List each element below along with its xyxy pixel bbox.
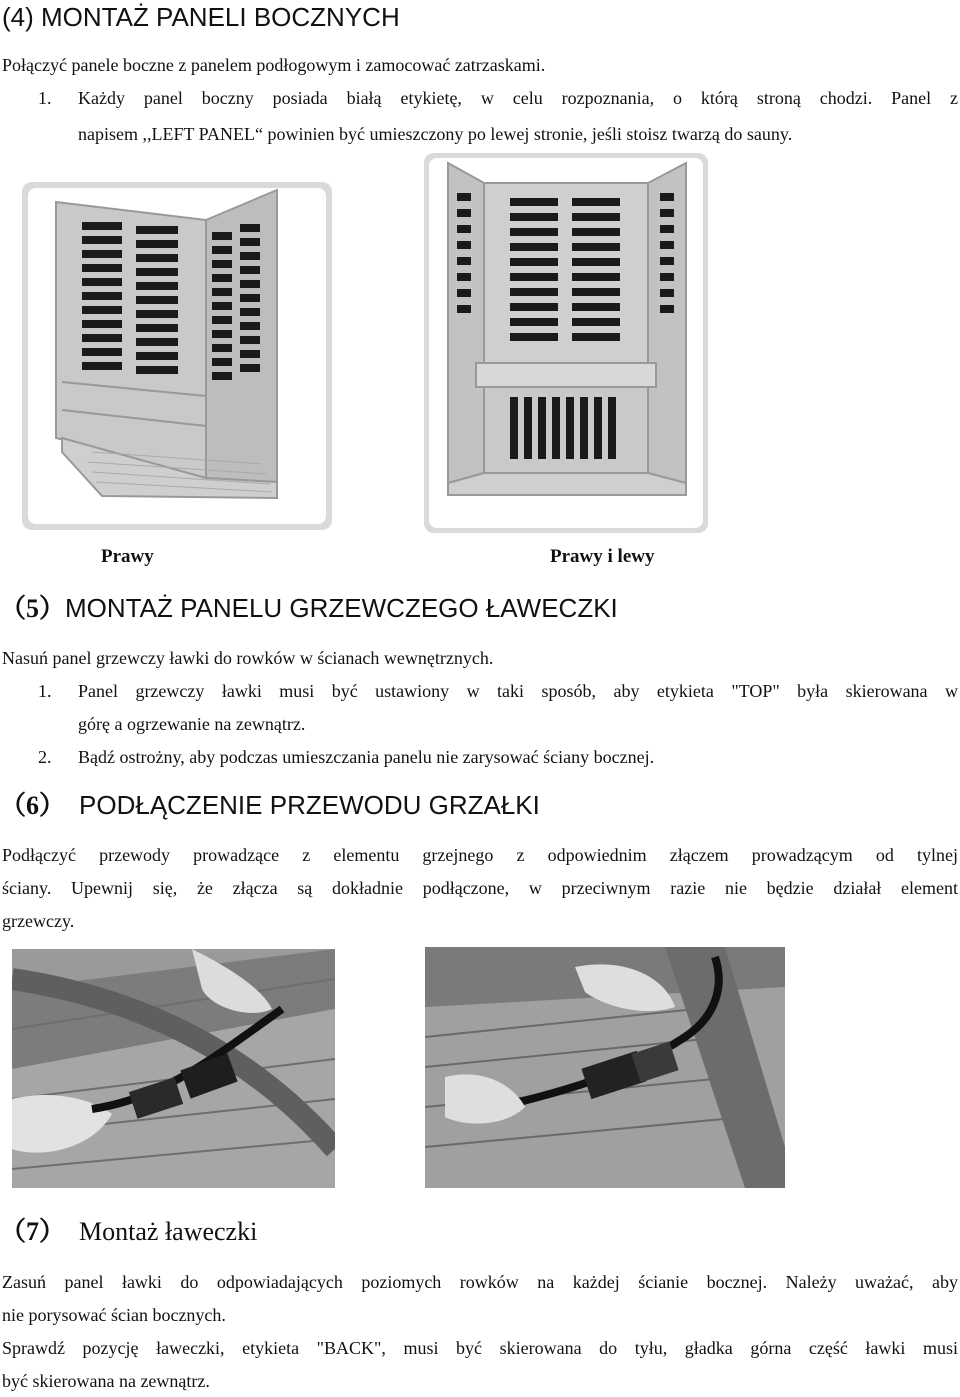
section-7-title: Montaż ławeczki <box>79 1217 258 1246</box>
section-7-heading <box>0 1214 257 1254</box>
section-6-heading <box>0 787 540 828</box>
section-6-number: （6） <box>0 791 66 820</box>
sauna-right-panel-photo <box>22 182 332 530</box>
section-5-item-1-number: 1. <box>38 681 52 701</box>
section-7-number: （7） <box>0 1217 66 1246</box>
section-7-line-1: Zasuń panel ławki do odpowiadających poziomych rowków na każdej ścianie bocznej. Należy uważać, aby <box>2 1272 958 1292</box>
sauna-full-illustration <box>424 153 708 533</box>
caption-right-and-left: Prawy i lewy <box>550 546 655 567</box>
section-6-line-2: ściany. Upewnij się, że złącza są dokładnie podłączone, w przeciwnym razie nie będzie działał element <box>2 878 958 898</box>
connector-illustration-right <box>425 947 785 1188</box>
sauna-corner-illustration <box>22 182 332 530</box>
section-4-item-1-line-1: Każdy panel boczny posiada białą etykietę, w celu rozpoznania, o którą stroną chodzi. Panel z <box>78 88 958 108</box>
section-6-line-3: grzewczy. <box>2 911 75 931</box>
section-5-heading <box>0 590 618 631</box>
section-4-intro: Połączyć panele boczne z panelem podłogowym i zamocować zatrzaskami. <box>2 55 546 75</box>
section-5-number: （5） <box>0 594 66 623</box>
section-7-line-3: Sprawdź pozycję ławeczki, etykieta "BACK", musi być skierowana do tyłu, gładka górna część ławki musi <box>2 1338 958 1358</box>
section-5-intro: Nasuń panel grzewczy ławki do rowków w ścianach wewnętrznych. <box>2 648 494 668</box>
section-4-item-1-line-2: napisem ,,LEFT PANEL“ powinien być umieszczony po lewej stronie, jeśli stoisz twarzą do sauny. <box>78 124 793 144</box>
section-4-item-1-number: 1. <box>38 88 52 108</box>
section-7-line-4: być skierowana na zewnątrz. <box>2 1371 210 1391</box>
section-6-line-1: Podłączyć przewody prowadzące z elementu grzejnego z odpowiednim złączem prowadzącym od tylnej <box>2 845 958 865</box>
section-5-item-1-line-1: Panel grzewczy ławki musi być ustawiony w taki sposób, aby etykieta "TOP" była skierowana w <box>78 681 958 701</box>
section-5-item-2-text: Bądź ostrożny, aby podczas umieszczania panelu nie zarysować ściany bocznej. <box>78 747 655 767</box>
section-5-title: MONTAŻ PANELU GRZEWCZEGO ŁAWECZKI <box>65 593 618 623</box>
connector-photo-right <box>425 947 785 1188</box>
connector-photo-left <box>12 949 335 1188</box>
section-4-heading: (4) MONTAŻ PANELI BOCZNYCH <box>2 2 400 32</box>
section-7-line-2: nie porysować ścian bocznych. <box>2 1305 226 1325</box>
sauna-right-left-panel-photo <box>424 153 708 533</box>
caption-right: Prawy <box>101 546 154 567</box>
section-5-item-1-line-2: górę a ogrzewanie na zewnątrz. <box>78 714 306 734</box>
connector-illustration-left <box>12 949 335 1188</box>
section-6-title: PODŁĄCZENIE PRZEWODU GRZAŁKI <box>79 790 540 820</box>
section-5-item-2-number: 2. <box>38 747 52 767</box>
